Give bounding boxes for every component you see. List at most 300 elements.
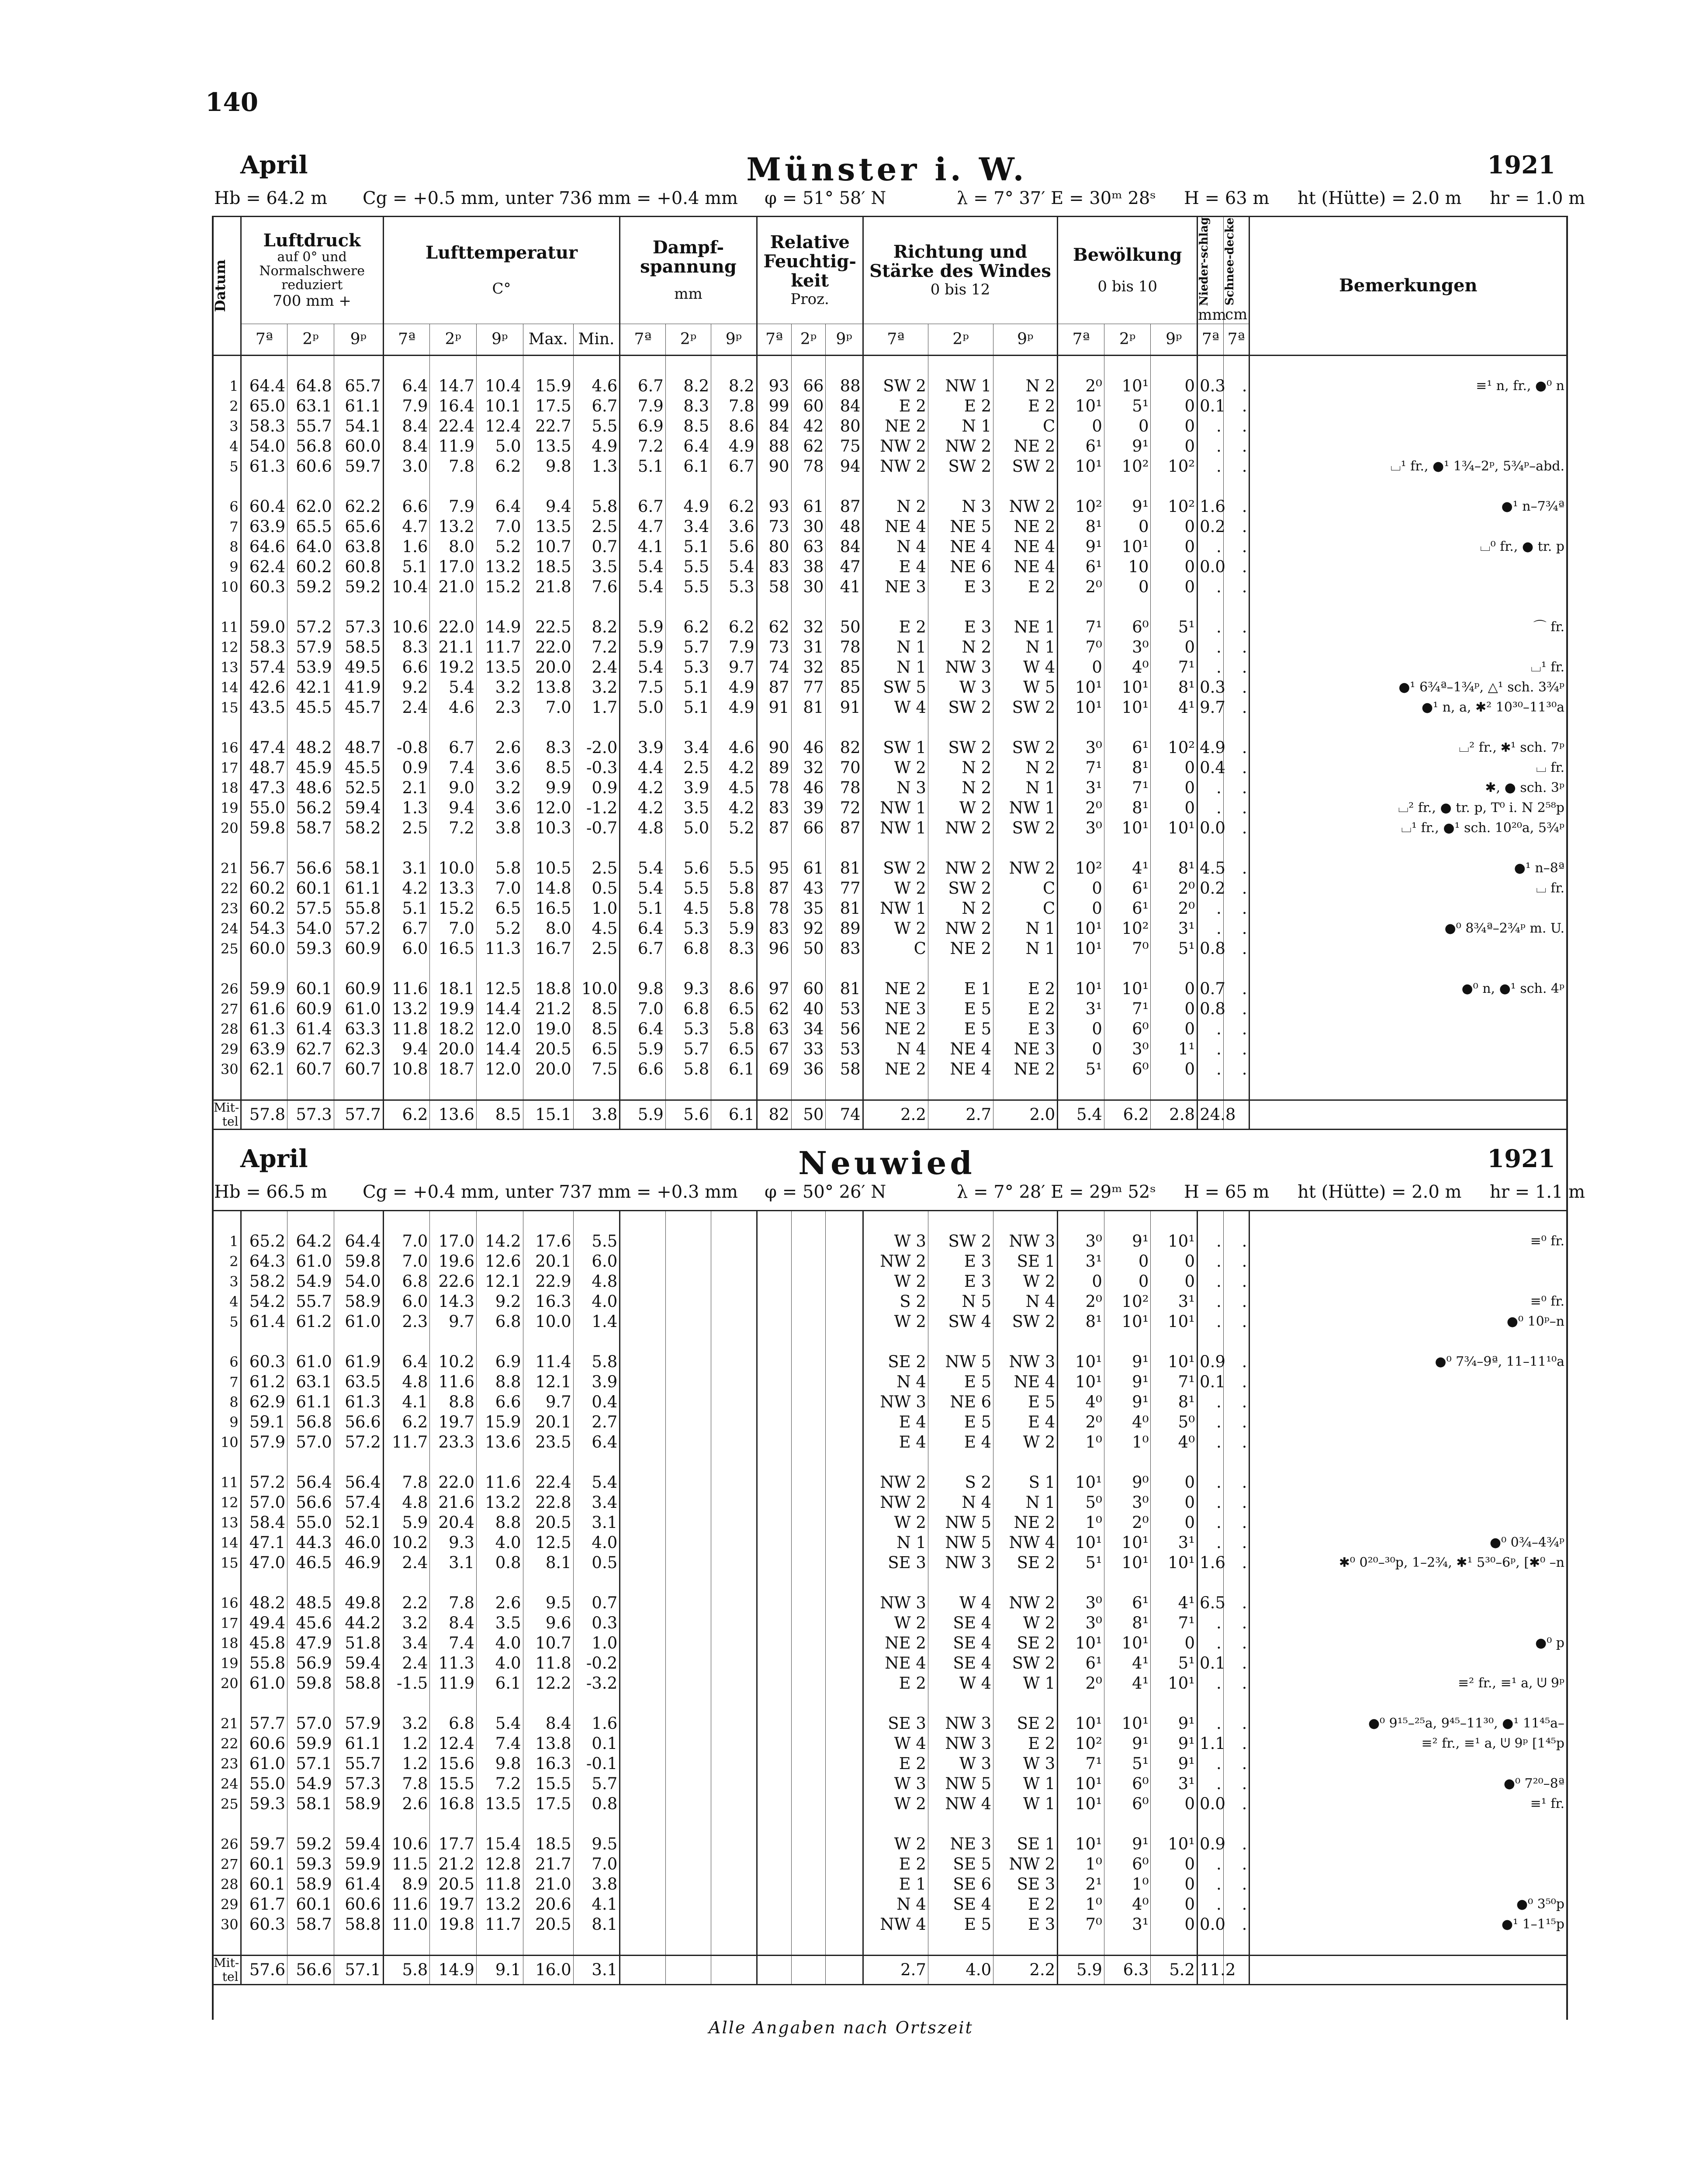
cell-b9: 0 <box>1151 376 1197 396</box>
cell-t9: 12.0 <box>476 1059 523 1079</box>
cell-f2 <box>791 1794 826 1814</box>
cell-b7: 6¹ <box>1058 436 1104 456</box>
cell-tmin: -1.2 <box>573 798 620 818</box>
spacer-cell <box>334 1211 383 1232</box>
cell-b9: 10¹ <box>1151 1352 1197 1372</box>
cell-t9: 14.4 <box>476 1039 523 1059</box>
cell-p7: 57.9 <box>241 1432 287 1452</box>
spacer-cell <box>665 1211 711 1232</box>
spacer-cell <box>826 1814 863 1834</box>
cell-t2: 8.0 <box>430 537 477 557</box>
cell-p9: 61.1 <box>334 878 383 898</box>
spacer-cell <box>1151 1079 1197 1100</box>
cell-f7 <box>757 1734 791 1754</box>
cell-d9: 5.8 <box>711 878 757 898</box>
cell-b7: 9¹ <box>1058 537 1104 557</box>
cell-w9: SW 2 <box>993 698 1058 718</box>
cell-d2: 5.6 <box>665 858 711 878</box>
cell-d9 <box>711 1251 757 1272</box>
cell-p7: 54.2 <box>241 1292 287 1312</box>
cell-d2 <box>665 1633 711 1653</box>
vapour-unit: mm <box>674 285 703 303</box>
spacer-cell <box>430 718 477 738</box>
cell-w7: E 1 <box>863 1874 928 1894</box>
spacer-cell <box>993 838 1058 858</box>
cell-b7: 10² <box>1058 858 1104 878</box>
cell-schnee: . <box>1223 798 1249 818</box>
cell-t2: 9.3 <box>430 1533 477 1553</box>
cell-p2: 61.4 <box>287 1019 334 1039</box>
cell-b7: 5⁰ <box>1058 1493 1104 1513</box>
cell-rem <box>1249 396 1566 416</box>
cell-schnee: . <box>1223 1372 1249 1392</box>
cell-schnee: . <box>1223 1312 1249 1332</box>
cell-d9 <box>711 1231 757 1251</box>
spacer-cell <box>826 1211 863 1232</box>
mean-tmin: 3.8 <box>573 1100 620 1129</box>
cell-d7 <box>620 1874 665 1894</box>
cell-tmax: 18.8 <box>523 979 573 999</box>
cell-tmax: 22.9 <box>523 1272 573 1292</box>
cell-rem: ≡⁰ fr. <box>1249 1292 1566 1312</box>
cell-p2: 62.0 <box>287 497 334 517</box>
cell-p9: 63.3 <box>334 1019 383 1039</box>
cell-d9: 6.5 <box>711 999 757 1019</box>
cell-nied: 0.1 <box>1197 1372 1224 1392</box>
cell-d7 <box>620 1794 665 1814</box>
cell-b7: 7¹ <box>1058 617 1104 637</box>
spacer-cell <box>863 1332 928 1352</box>
cell-f2: 32 <box>791 758 826 778</box>
cell-t9: 5.0 <box>476 436 523 456</box>
table-row <box>212 436 1566 456</box>
cell-b9: 5¹ <box>1151 939 1197 959</box>
cell-nied: . <box>1197 1412 1224 1432</box>
cell-d9 <box>711 1553 757 1573</box>
cell-nied: 0.0 <box>1197 1794 1224 1814</box>
cell-nied: . <box>1197 778 1224 798</box>
cell-w2: SE 5 <box>928 1854 993 1874</box>
cell-day: 24 <box>220 1776 239 1792</box>
cell-b9: 8¹ <box>1151 1392 1197 1412</box>
cell-t7: 11.7 <box>383 1432 430 1452</box>
cell-b7: 2¹ <box>1058 1874 1104 1894</box>
cell-d2 <box>665 1412 711 1432</box>
table-row <box>212 1854 1566 1874</box>
cell-b9: 0 <box>1151 1019 1197 1039</box>
cell-p9: 65.6 <box>334 517 383 537</box>
spacer-cell <box>757 1573 791 1593</box>
table-row <box>212 1231 1566 1251</box>
cell-t2: 21.2 <box>430 1854 477 1874</box>
cell-w2: N 2 <box>928 637 993 657</box>
cell-schnee: . <box>1223 396 1249 416</box>
cell-p2: 42.1 <box>287 677 334 698</box>
cell-d9 <box>711 1653 757 1673</box>
spacer-row <box>212 1573 1566 1593</box>
mean-p7: 57.8 <box>241 1100 287 1129</box>
spacer-cell <box>1151 1211 1197 1232</box>
cell-b9: 10² <box>1151 456 1197 477</box>
spacer-cell <box>620 1935 665 1956</box>
spacer-cell <box>791 1452 826 1472</box>
cell-w7: SE 2 <box>863 1352 928 1372</box>
spacer-cell <box>863 1079 928 1100</box>
cell-w9: E 5 <box>993 1392 1058 1412</box>
cell-p7: 48.7 <box>241 758 287 778</box>
cell-f7: 62 <box>757 999 791 1019</box>
cell-w2: E 5 <box>928 1372 993 1392</box>
cell-t9: 6.5 <box>476 898 523 919</box>
table-row <box>212 1372 1566 1392</box>
spacer-cell <box>573 1211 620 1232</box>
cell-d2 <box>665 1513 711 1533</box>
table-row <box>212 1292 1566 1312</box>
cell-tmax: 12.1 <box>523 1372 573 1392</box>
cell-b9: 7¹ <box>1151 1372 1197 1392</box>
cell-day: 17 <box>220 1615 239 1631</box>
cell-w2: N 2 <box>928 898 993 919</box>
spacer-cell <box>826 1573 863 1593</box>
spacer-cell <box>241 959 287 979</box>
spacer-cell <box>711 1935 757 1956</box>
cell-tmin: 4.1 <box>573 1894 620 1914</box>
spacer-cell <box>1223 1693 1249 1714</box>
cell-f7 <box>757 1432 791 1452</box>
cell-t2: 10.2 <box>430 1352 477 1372</box>
cell-day: 16 <box>220 739 239 756</box>
cell-tmax: 10.5 <box>523 858 573 878</box>
cell-w2: E 3 <box>928 617 993 637</box>
cell-w7: W 2 <box>863 1312 928 1332</box>
cell-w7: NW 3 <box>863 1392 928 1412</box>
cell-f7: 87 <box>757 818 791 838</box>
cell-p9: 56.4 <box>334 1472 383 1493</box>
cell-p7: 61.3 <box>241 456 287 477</box>
cell-p2: 65.5 <box>287 517 334 537</box>
spacer-cell <box>1223 597 1249 617</box>
cell-t9: 8.8 <box>476 1513 523 1533</box>
cell-day: 30 <box>220 1916 239 1933</box>
cell-p9: 65.7 <box>334 376 383 396</box>
cell-w7: E 2 <box>863 1854 928 1874</box>
cell-p2: 60.1 <box>287 878 334 898</box>
cell-f9 <box>826 1874 863 1894</box>
cell-schnee: . <box>1223 1352 1249 1372</box>
station-constants <box>205 1179 1585 1207</box>
spacer-cell <box>334 1573 383 1593</box>
cell-p9: 60.0 <box>334 436 383 456</box>
table-end-rule <box>212 1129 1566 1130</box>
cell-d9: 5.8 <box>711 898 757 919</box>
spacer-cell <box>573 1452 620 1472</box>
cell-t7: 5.1 <box>383 557 430 577</box>
cell-d9: 8.6 <box>711 979 757 999</box>
cell-b9: 10² <box>1151 738 1197 758</box>
cell-day: 19 <box>220 1655 239 1672</box>
cell-b9: 9¹ <box>1151 1734 1197 1754</box>
cell-f9 <box>826 1914 863 1935</box>
cell-d9: 3.6 <box>711 517 757 537</box>
table-row <box>212 1894 1566 1914</box>
cell-f7: 97 <box>757 979 791 999</box>
cell-tmin: 3.2 <box>573 677 620 698</box>
spacer-cell <box>757 959 791 979</box>
cell-f9 <box>826 1392 863 1412</box>
spacer-cell <box>383 1211 430 1232</box>
cell-w9: E 2 <box>993 1894 1058 1914</box>
cell-schnee: . <box>1223 1593 1249 1613</box>
cell-p9: 57.3 <box>334 617 383 637</box>
cell-b2: 10¹ <box>1104 979 1151 999</box>
cell-p9: 61.4 <box>334 1874 383 1894</box>
cell-t7: 6.7 <box>383 919 430 939</box>
table-row <box>212 698 1566 718</box>
cell-f7 <box>757 1472 791 1493</box>
cell-b9: 0 <box>1151 778 1197 798</box>
spacer-cell <box>711 1693 757 1714</box>
cell-p7: 61.3 <box>241 1019 287 1039</box>
spacer-cell <box>863 1452 928 1472</box>
cell-f9 <box>826 1272 863 1292</box>
pressure-subtitle: auf 0° und Normalschwere reduziert <box>259 249 365 293</box>
cell-day: 22 <box>220 880 239 897</box>
cell-w7: NE 2 <box>863 416 928 436</box>
cell-tmax: 13.8 <box>523 677 573 698</box>
cell-f9: 80 <box>826 416 863 436</box>
cell-d7 <box>620 1513 665 1533</box>
cell-nied: . <box>1197 1059 1224 1079</box>
cell-nied: 0.4 <box>1197 758 1224 778</box>
cell-tmin: 8.5 <box>573 999 620 1019</box>
cell-f9: 81 <box>826 979 863 999</box>
cell-p9: 52.1 <box>334 1513 383 1533</box>
cell-d2: 6.8 <box>665 939 711 959</box>
cell-d7: 7.0 <box>620 999 665 1019</box>
cell-w2: E 3 <box>928 1272 993 1292</box>
mean-b7: 5.9 <box>1058 1956 1104 1985</box>
cell-p9: 60.8 <box>334 557 383 577</box>
cell-b9: 5⁰ <box>1151 1412 1197 1432</box>
table-row <box>212 517 1566 537</box>
cell-t9: 9.8 <box>476 1754 523 1774</box>
cell-tmin: 1.0 <box>573 1633 620 1653</box>
cell-t7: 7.8 <box>383 1774 430 1794</box>
cell-f7 <box>757 1673 791 1693</box>
cell-f9 <box>826 1754 863 1774</box>
cell-rem: ⌴ fr. <box>1249 878 1566 898</box>
footer-note: Alle Angaben nach Ortszeit <box>709 2018 973 2037</box>
spacer-cell <box>1058 1814 1104 1834</box>
cell-rem: ≡⁰ fr. <box>1249 1231 1566 1251</box>
spacer-cell <box>476 1332 523 1352</box>
table-row <box>212 1794 1566 1814</box>
spacer-cell <box>620 355 665 376</box>
const-h: H = 65 m <box>1184 1182 1270 1202</box>
table-row <box>212 537 1566 557</box>
spacer-cell <box>334 959 383 979</box>
cell-nied: . <box>1197 1432 1224 1452</box>
cell-w2: NW 2 <box>928 858 993 878</box>
cell-f9 <box>826 1794 863 1814</box>
station-section-muenster <box>205 151 1585 214</box>
cell-b7: 1⁰ <box>1058 1854 1104 1874</box>
cell-nied: . <box>1197 577 1224 597</box>
cell-t7: 4.7 <box>383 517 430 537</box>
cell-nied: . <box>1197 1392 1224 1412</box>
cell-d7 <box>620 1312 665 1332</box>
cell-p2: 45.5 <box>287 698 334 718</box>
table-row <box>212 617 1566 637</box>
cell-tmax: 11.8 <box>523 1653 573 1673</box>
cell-f9 <box>826 1653 863 1673</box>
table-row <box>212 1472 1566 1493</box>
spacer-cell <box>430 1693 477 1714</box>
cell-schnee: . <box>1223 1834 1249 1854</box>
cell-p9: 57.3 <box>334 1774 383 1794</box>
spacer-cell <box>1249 838 1566 858</box>
cell-t2: 20.5 <box>430 1874 477 1894</box>
cell-p7: 43.5 <box>241 698 287 718</box>
table-row <box>212 919 1566 939</box>
cell-p2: 61.1 <box>287 1392 334 1412</box>
cell-tmax: 20.6 <box>523 1894 573 1914</box>
spacer-cell <box>241 1814 287 1834</box>
cell-w2: N 1 <box>928 416 993 436</box>
cell-t2: 16.8 <box>430 1794 477 1814</box>
cell-d7: 6.7 <box>620 376 665 396</box>
cell-p2: 64.2 <box>287 1231 334 1251</box>
spacer-cell <box>1197 1573 1224 1593</box>
cell-t7: 8.4 <box>383 436 430 456</box>
pressure-title: Luftdruck <box>263 230 361 251</box>
cell-tmax: 17.6 <box>523 1231 573 1251</box>
spacer-cell <box>476 959 523 979</box>
cell-t7: 7.0 <box>383 1231 430 1251</box>
term-header: 7ª <box>757 324 791 355</box>
cell-w9: NW 3 <box>993 1352 1058 1372</box>
cell-d7 <box>620 1653 665 1673</box>
spacer-cell <box>757 838 791 858</box>
cell-b2: 6⁰ <box>1104 1059 1151 1079</box>
cell-w7: NW 1 <box>863 818 928 838</box>
cell-d9 <box>711 1914 757 1935</box>
spacer-cell <box>1197 1332 1224 1352</box>
cell-rem: ●⁰ 7²⁰–8ª <box>1249 1774 1566 1794</box>
const-h: H = 63 m <box>1184 188 1270 208</box>
cell-d7: 6.4 <box>620 1019 665 1039</box>
cell-t7: 6.6 <box>383 657 430 677</box>
term-header: 9ᵖ <box>476 324 523 355</box>
cell-p7: 55.8 <box>241 1653 287 1673</box>
spacer-cell <box>1223 1935 1249 1956</box>
cell-day: 29 <box>220 1896 239 1913</box>
cell-tmin: 3.8 <box>573 1874 620 1894</box>
cell-tmax: 17.5 <box>523 396 573 416</box>
cell-f2 <box>791 1834 826 1854</box>
cloud-header <box>1058 217 1197 324</box>
cell-nied: . <box>1197 1533 1224 1553</box>
spacer-cell <box>863 838 928 858</box>
cell-w7: N 4 <box>863 1372 928 1392</box>
cell-nied: 0.9 <box>1197 1352 1224 1372</box>
spacer-cell <box>791 1573 826 1593</box>
vapour-header <box>620 217 757 324</box>
cell-d9: 8.6 <box>711 416 757 436</box>
cell-nied: 0.8 <box>1197 939 1224 959</box>
cell-f9: 94 <box>826 456 863 477</box>
cell-b9: 0 <box>1151 537 1197 557</box>
spacer-cell <box>383 1814 430 1834</box>
spacer-cell <box>383 1935 430 1956</box>
spacer-cell <box>383 1079 430 1100</box>
cell-t7: 6.2 <box>383 1412 430 1432</box>
cell-rem <box>1249 1412 1566 1432</box>
cell-f9 <box>826 1673 863 1693</box>
cell-w2: NW 5 <box>928 1513 993 1533</box>
spacer-cell <box>791 718 826 738</box>
cell-day: 14 <box>220 1534 239 1551</box>
cell-b7: 5¹ <box>1058 1059 1104 1079</box>
mean-label: Mit-tel <box>214 1956 239 1984</box>
cell-p7: 63.9 <box>241 517 287 537</box>
cell-b9: 0 <box>1151 1513 1197 1533</box>
cell-day: 9 <box>229 1414 239 1431</box>
cell-tmax: 10.7 <box>523 1633 573 1653</box>
cell-b9: 3¹ <box>1151 1774 1197 1794</box>
cell-d2 <box>665 1653 711 1673</box>
cell-f9: 85 <box>826 677 863 698</box>
spacer-cell <box>1058 1452 1104 1472</box>
cell-b7: 2⁰ <box>1058 1412 1104 1432</box>
cell-t9: 10.4 <box>476 376 523 396</box>
cell-p2: 64.0 <box>287 537 334 557</box>
spacer-cell <box>1249 1573 1566 1593</box>
cell-rem <box>1249 1653 1566 1673</box>
cell-t9: 11.6 <box>476 1472 523 1493</box>
cell-b7: 3⁰ <box>1058 818 1104 838</box>
spacer-cell <box>383 477 430 497</box>
term-header: 9ᵖ <box>711 324 757 355</box>
cell-t9: 14.9 <box>476 617 523 637</box>
spacer-cell <box>523 718 573 738</box>
wind-header <box>863 217 1058 324</box>
cell-schnee: . <box>1223 1251 1249 1272</box>
cell-t7: 9.2 <box>383 677 430 698</box>
cell-d9 <box>711 1412 757 1432</box>
cell-b7: 7⁰ <box>1058 1914 1104 1935</box>
spacer-cell <box>334 1693 383 1714</box>
cell-w7: NE 3 <box>863 577 928 597</box>
cell-rem <box>1249 1593 1566 1613</box>
cell-f7: 95 <box>757 858 791 878</box>
cell-w2: W 4 <box>928 1593 993 1613</box>
cell-b2: 3⁰ <box>1104 637 1151 657</box>
cell-b9: 0 <box>1151 1633 1197 1653</box>
cell-t2: 8.4 <box>430 1613 477 1633</box>
spacer-cell <box>523 1211 573 1232</box>
table-row <box>212 1914 1566 1935</box>
cell-b9: 10² <box>1151 497 1197 517</box>
spacer-cell <box>1223 959 1249 979</box>
cell-nied: . <box>1197 919 1224 939</box>
cell-p2: 58.1 <box>287 1794 334 1814</box>
cell-rem: ●⁰ 9¹⁵–²⁵a, 9⁴⁵–11³⁰, ●¹ 11⁴⁵a– <box>1249 1714 1566 1734</box>
spacer-cell <box>476 1211 523 1232</box>
cell-w7: W 2 <box>863 1834 928 1854</box>
spacer-cell <box>573 1332 620 1352</box>
spacer-cell <box>826 1935 863 1956</box>
